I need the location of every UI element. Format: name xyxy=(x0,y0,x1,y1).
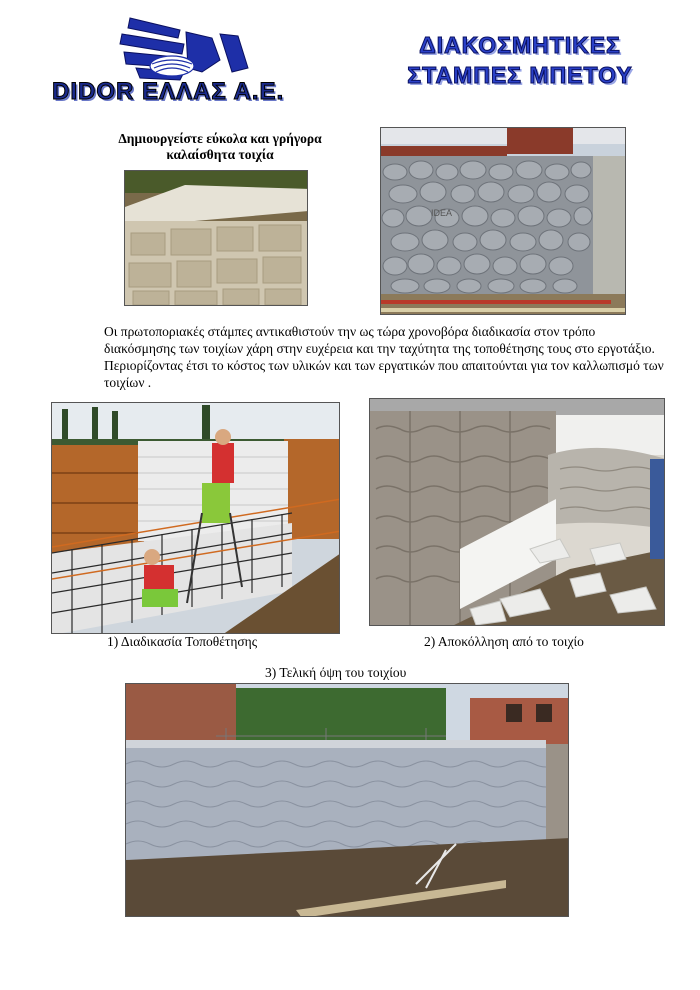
photo-removal xyxy=(369,398,665,626)
photo-final-wall xyxy=(125,683,569,917)
caption-step-1: 1) Διαδικασία Τοποθέτησης xyxy=(107,634,258,649)
tagline-line-1: Δημιουργείστε εύκολα και γρήγορα xyxy=(118,131,322,146)
photo-stone-wall-corner xyxy=(124,170,308,306)
page-title xyxy=(380,30,660,90)
title-line-1: ΔΙΑΚΟΣΜΗΤΙΚΕΣ xyxy=(419,32,621,58)
intro-paragraph: Οι πρωτοποριακές στάμπες αντικαθιστούν την ως τώρα χρονοβόρα διαδικασία στον τρόπο διακόσμησης των τοιχίων χάρη στην ευχέρεια και την ταχύτητα της τοποθέτησης τους στο εργοτάξιο. Περιορίζοντας έτσι το κόστος των υλικών και των εργατικών που απαιτούνται για τον καλλωπισμό των τοιχίων . xyxy=(104,324,664,390)
photo-installation xyxy=(51,402,340,634)
tagline-line-2: καλαίσθητα τοιχία xyxy=(166,147,274,162)
tagline xyxy=(100,131,340,163)
photo-stamped-wall xyxy=(380,127,626,315)
stamp-label: IDEA xyxy=(431,208,453,218)
caption-step-3: 3) Τελική όψη του τοιχίου xyxy=(265,665,407,680)
title-line-2: ΣΤΑΜΠΕΣ ΜΠΕΤΟΥ xyxy=(407,62,633,88)
company-name: DIDOR ΕΛΛΑΣ Α.Ε. xyxy=(52,78,285,105)
caption-step-2: 2) Αποκόλληση από το τοιχίο xyxy=(424,634,584,649)
